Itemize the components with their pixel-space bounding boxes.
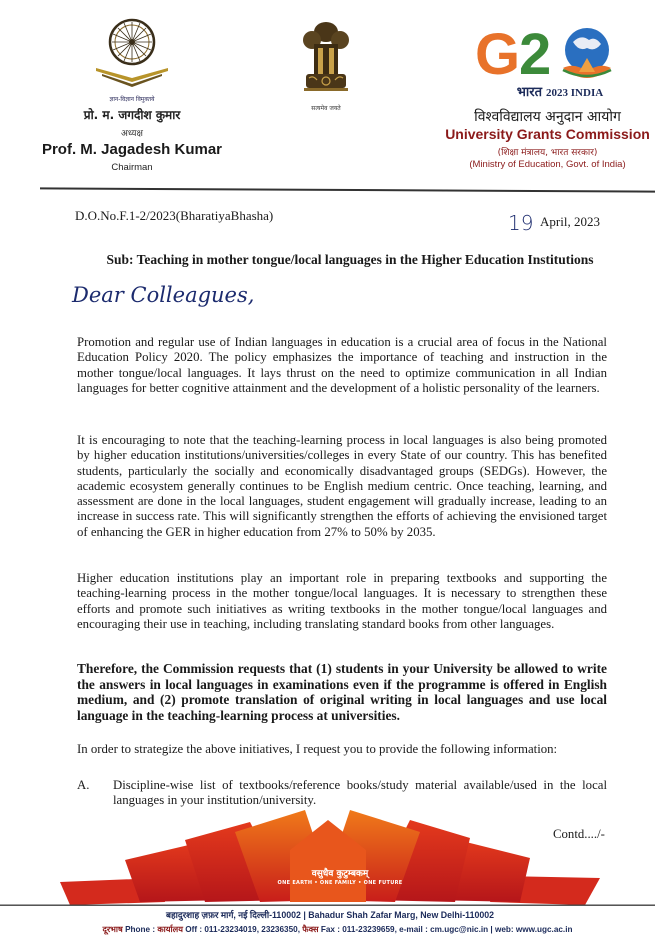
paragraph: It is encouraging to note that the teaching-learning process in local languages is also being promoted by higher education institutions/universities/colleges in every State of our country. This has benefited students, particularly the socially and economically disadvantaged groups (SEDGs). However, the academic ecosystem generally continues to be English medium centric. Once teaching, learning, and assessment are done in the local languages, student engagement will gradually increase, leading to an increase in success rate. This will significantly strengthen the efforts of achieving the envisioned target of enhancing the GER in higher education from 27% to 50% by 2035. (77, 433, 607, 539)
continued-marker: Contd..../- (553, 827, 605, 841)
fax-label-hindi: फैक्स (302, 925, 319, 934)
separator: | (303, 910, 306, 920)
address: Bahadur Shah Zafar Marg, New Delhi-110002 (308, 910, 495, 920)
address-hindi: बहादुरशाह ज़फ़र मार्ग, नई दिल्ली-110002 (165, 910, 301, 920)
salutation-handwritten: Dear Colleagues, (72, 283, 255, 307)
vasudhaiva-kutumbakam-motto: वसुधैव कुटुम्बकम् (311, 869, 369, 879)
g20-subtitle (490, 82, 630, 101)
web-label: web: (494, 925, 514, 934)
paragraph: In order to strategize the above initiatives, I request you to provide the following information: (77, 742, 558, 756)
date-day-handwritten: 19 (508, 211, 534, 235)
satyamev-jayate-motto: सत्यमेव जयते (311, 105, 341, 112)
address-line (80, 909, 580, 921)
fax-number: 011-23239659, (342, 925, 397, 934)
g20-lotus-banner-icon (0, 810, 655, 910)
email-label: e-mail : (399, 925, 428, 934)
paragraph: Higher education institutions play an important role in preparing textbooks and supporting the teaching-learning process in the mother tongue/local languages. It is necessary to strengthen these efforts and promote such initiatives as writing textbooks in the mother tongue/local languages and encouraging their use in teaching, including translating standard books from other languages. (77, 571, 607, 631)
separator: | (490, 925, 493, 934)
chairman-name-hindi: प्रो. म. जगदीश कुमार (83, 108, 181, 122)
g20-bharat: भारत (516, 85, 543, 100)
request-paragraph-bold: Therefore, the Commission requests that (1) students in your University be allowed to write the answers in local languages in examinations even if the programme is offered in English medium, and (2) promote translation of original writing in local languages and use local language in the teaching-learning process at universities. (77, 661, 607, 723)
fax-label: Fax : (320, 925, 340, 934)
one-earth-tagline: ONE EARTH • ONE FAMILY • ONE FUTURE (277, 880, 403, 886)
ministry: (Ministry of Education, Govt. of India) (469, 159, 626, 170)
email-link[interactable]: cm.ugc@nic.in (430, 925, 489, 934)
phone-label-hindi: दूरभाष (102, 925, 123, 934)
chairman-name: Prof. M. Jagadesh Kumar (41, 141, 223, 158)
paragraph: Promotion and regular use of Indian languages in education is a crucial area of focus in the National Education Policy 2020. The policy emphasizes the importance of teaching and instruction in the mother tongue/local languages. It lays thrust on the need to optimize communication in all Indian languages for better cognitive attainment and the development of a holistic personality of the learners. (77, 335, 607, 395)
date: April, 2023 (540, 214, 600, 229)
ministry-hindi: (शिक्षा मंत्रालय, भारत सरकार) (497, 148, 598, 158)
g20-year: 2023 INDIA (546, 87, 604, 99)
g20-logo-icon (475, 22, 625, 82)
office-label-hindi: कार्यालय (157, 925, 183, 934)
web-link[interactable]: www.ugc.ac.in (515, 925, 573, 934)
org-name-hindi: विश्वविद्यालय अनुदान आयोग (474, 109, 621, 125)
phone-label: Phone : (125, 925, 156, 934)
ugc-motto: ज्ञान-विज्ञान विमुक्तये (109, 96, 155, 103)
reference-number: D.O.No.F.1-2/2023(BharatiyaBhasha) (75, 208, 274, 223)
list-item: Discipline-wise list of textbooks/reference books/study material available/used in the local languages in your institution/university. (113, 778, 607, 808)
chairman-role: Chairman (111, 162, 153, 173)
national-emblem-icon (296, 18, 356, 98)
list-item-marker: A. (77, 778, 90, 792)
org-name: University Grants Commission (445, 126, 650, 142)
chairman-role-hindi: अध्यक्ष (121, 129, 143, 139)
svg-text:2: 2 (519, 22, 552, 82)
contact-line (60, 924, 615, 935)
ugc-emblem-icon (92, 14, 172, 94)
office-label: Off : (185, 925, 203, 934)
header-divider (40, 187, 655, 192)
subject-line: Sub: Teaching in mother tongue/local languages in the Higher Education Institutions (106, 252, 594, 267)
footer-divider (0, 905, 655, 906)
svg-text:G: G (475, 22, 521, 82)
office-numbers: 011-23234019, 23236350, (204, 925, 300, 934)
